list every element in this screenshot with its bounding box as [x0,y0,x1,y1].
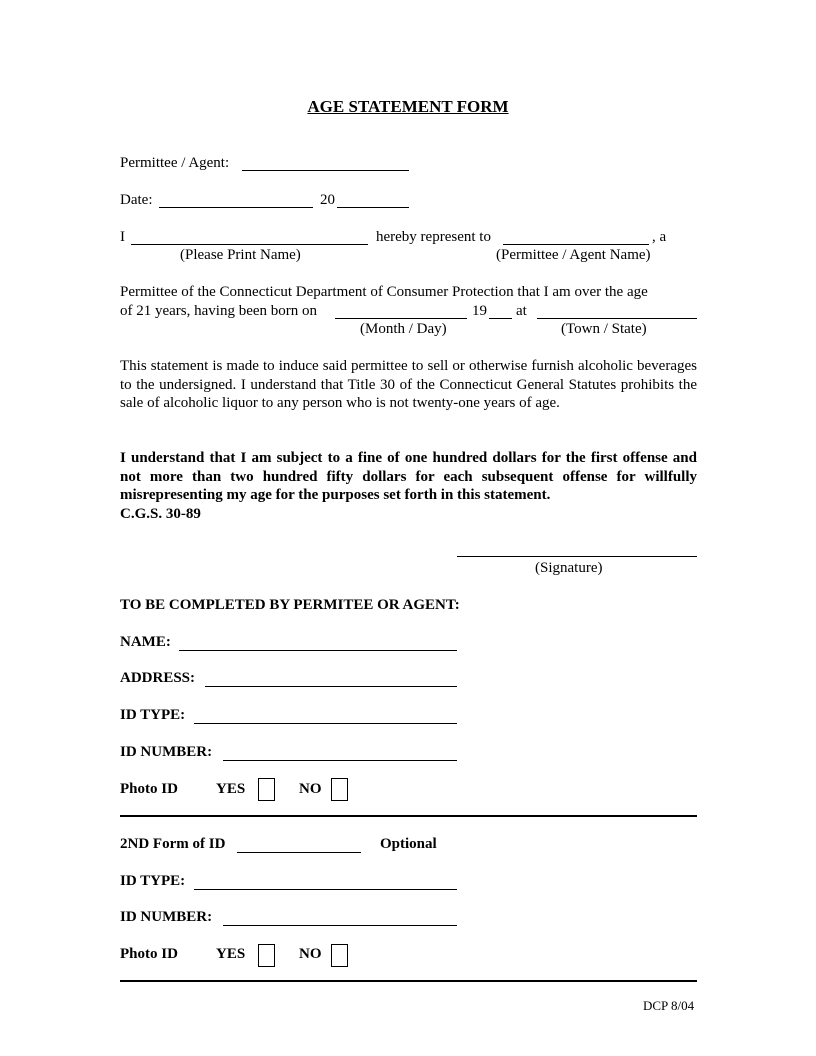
statement-paragraph: This statement is made to induce said permittee to sell or otherwise furnish alcoholic beverages to the undersigned. I understand that Title 30 of the Connecticut General Statutes prohibits the sale of alcoholic liquor to any person who is not twenty-one years of age. [120,358,697,411]
i-label: I [120,229,125,245]
permittee-agent-label: Permittee / Agent: [120,155,230,171]
date-label: Date: [120,192,153,208]
permittee-name-caption: (Permittee / Agent Name) [496,247,651,263]
town-state-caption: (Town / State) [561,321,647,337]
photo-id-2-no-checkbox[interactable] [331,944,348,967]
declaration-line-1: Permittee of the Connecticut Department of Consumer Protection that I am over the age [120,284,648,300]
form-title: AGE STATEMENT FORM [307,97,509,116]
second-form-label: 2ND Form of ID [120,836,226,852]
completed-by-heading: TO BE COMPLETED BY PERMITEE OR AGENT: [120,597,460,613]
address-label: ADDRESS: [120,670,196,686]
photo-id-label: Photo ID [120,781,178,797]
century-prefix: 19 [472,303,487,319]
penalty-paragraph: I understand that I am subject to a fine of one hundred dollars for the first offense and not more than two hundred fifty dollars for each subsequent offense for willfully misrepresenting my age for the purposes set forth in this statement. [120,450,697,503]
photo-id-2-no-label: NO [299,946,322,962]
photo-id-no-checkbox[interactable] [331,778,348,801]
represent-text: hereby represent to [376,229,491,245]
optional-label: Optional [380,836,437,852]
permittee-agent-field[interactable] [242,170,409,171]
photo-id-2-label: Photo ID [120,946,178,962]
photo-id-2-yes-checkbox[interactable] [258,944,275,967]
id-number-2-label: ID NUMBER: [120,909,213,925]
at-label: at [516,303,527,319]
id-number-2-field[interactable] [223,925,457,926]
section-divider [120,815,697,817]
born-on-text: of 21 years, having been born on [120,303,318,319]
id-type-field[interactable] [194,723,457,724]
signature-caption: (Signature) [535,560,603,576]
comma-a-text: , a [652,229,667,245]
year-prefix: 20 [320,192,335,208]
second-form-field[interactable] [237,852,361,853]
print-name-field[interactable] [131,244,368,245]
name-label: NAME: [120,634,171,650]
photo-id-2-yes-label: YES [216,946,246,962]
id-type-2-field[interactable] [194,889,457,890]
statute-reference: C.G.S. 30-89 [120,506,201,522]
month-day-caption: (Month / Day) [360,321,447,337]
permittee-name-field[interactable] [503,244,649,245]
name-field[interactable] [179,650,457,651]
bottom-divider [120,980,697,982]
photo-id-yes-checkbox[interactable] [258,778,275,801]
year-field[interactable] [337,207,409,208]
id-type-2-label: ID TYPE: [120,873,186,889]
photo-id-yes-label: YES [216,781,246,797]
address-field[interactable] [205,686,457,687]
id-type-label: ID TYPE: [120,707,186,723]
date-field[interactable] [159,207,313,208]
birth-year-field[interactable] [489,318,512,319]
birth-town-state-field[interactable] [537,318,697,319]
id-number-field[interactable] [223,760,457,761]
photo-id-no-label: NO [299,781,322,797]
birth-month-day-field[interactable] [335,318,467,319]
signature-field[interactable] [457,556,697,557]
id-number-label: ID NUMBER: [120,744,213,760]
form-code: DCP 8/04 [643,998,695,1013]
print-name-caption: (Please Print Name) [180,247,301,263]
